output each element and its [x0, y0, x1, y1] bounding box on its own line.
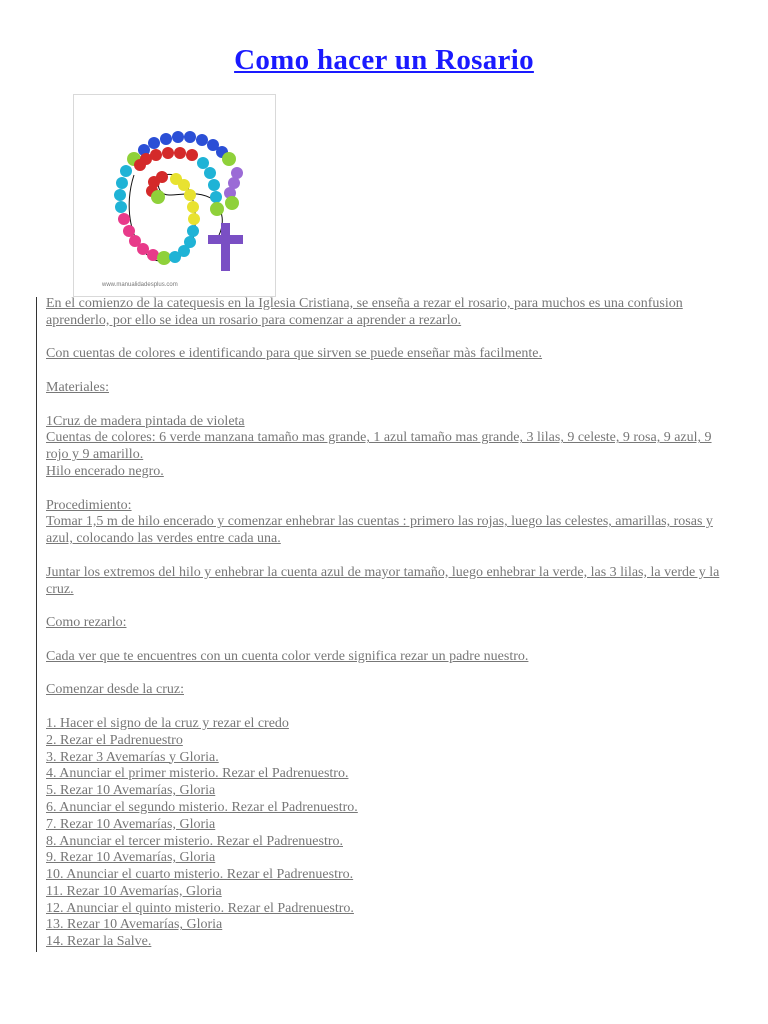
step-item[interactable]: 3. Rezar 3 Avemarías y Gloria.	[46, 749, 219, 765]
step-item[interactable]: 9. Rezar 10 Avemarías, Gloria	[46, 850, 216, 866]
pray-heading[interactable]: Como rezarlo:	[46, 615, 127, 631]
material-item[interactable]: Cuentas de colores: 6 verde manzana tamaño mas grande, 1 azul tamaño mas grande, 3 lilas, 9 celeste, 9 rosa, 9 azul, 9 rojo y 9 amarillo.	[46, 430, 712, 463]
step-item[interactable]: 2. Rezar el Padrenuestro	[46, 732, 183, 748]
rosary-bead	[222, 152, 236, 166]
materials-heading[interactable]: Materiales:	[46, 379, 109, 395]
intro-paragraph-2[interactable]: Con cuentas de colores e identificando para que sirven se puede enseñar màs facilmente.	[46, 346, 543, 362]
rosary-image	[73, 94, 276, 297]
rosary-bead	[187, 225, 199, 237]
rosary-bead	[210, 202, 224, 216]
rosary-bead	[197, 157, 209, 169]
step-item[interactable]: 7. Rezar 10 Avemarías, Gloria	[46, 816, 216, 832]
rosary-bead	[186, 149, 198, 161]
rosary-bead	[116, 177, 128, 189]
step-item[interactable]: 10. Anunciar el cuarto misterio. Rezar el Padrenuestro.	[46, 867, 354, 883]
rosary-bead	[118, 213, 130, 225]
rosary-bead	[115, 201, 127, 213]
material-item[interactable]: 1Cruz de madera pintada de violeta	[46, 413, 245, 429]
rosary-bead	[162, 147, 174, 159]
left-rule	[36, 297, 37, 952]
material-item[interactable]: Hilo encerado negro.	[46, 463, 164, 479]
procedure-heading[interactable]: Procedimiento:	[46, 497, 132, 513]
rosary-bead	[120, 165, 132, 177]
rosary-bead	[231, 167, 243, 179]
page-title[interactable]: Como hacer un Rosario	[234, 44, 534, 76]
rosary-bead	[170, 173, 182, 185]
step-item[interactable]: 14. Rezar la Salve.	[46, 934, 152, 950]
rosary-bead	[151, 190, 165, 204]
cross-vertical	[221, 223, 230, 271]
rosary-bead	[188, 213, 200, 225]
rosary-bead	[114, 189, 126, 201]
rosary-bead	[208, 179, 220, 191]
step-item[interactable]: 5. Rezar 10 Avemarías, Gloria	[46, 783, 216, 799]
image-watermark: www.manualidadesplus.com	[102, 282, 178, 288]
procedure-text-2[interactable]: Juntar los extremos del hilo y enhebrar la cuenta azul de mayor tamaño, luego enhebrar la verde, las 3 lilas, la verde y la cruz.	[46, 564, 720, 597]
rosary-bead	[148, 137, 160, 149]
rosary-bead	[204, 167, 216, 179]
step-item[interactable]: 6. Anunciar el segundo misterio. Rezar el Padrenuestro.	[46, 799, 358, 815]
rosary-bead	[172, 131, 184, 143]
pray-text[interactable]: Cada ver que te encuentres con un cuenta color verde significa rezar un padre nuestro.	[46, 648, 529, 664]
step-item[interactable]: 1. Hacer el signo de la cruz y rezar el credo	[46, 715, 289, 731]
rosary-bead	[184, 131, 196, 143]
article-body	[46, 296, 726, 951]
step-item[interactable]: 12. Anunciar el quinto misterio. Rezar el Padrenuestro.	[46, 900, 354, 916]
step-item[interactable]: 8. Anunciar el tercer misterio. Rezar el Padrenuestro.	[46, 833, 343, 849]
rosary-bead	[137, 243, 149, 255]
rosary-bead	[150, 149, 162, 161]
steps-list	[46, 716, 726, 951]
rosary-bead	[174, 147, 186, 159]
step-item[interactable]: 13. Rezar 10 Avemarías, Gloria	[46, 917, 223, 933]
intro-paragraph[interactable]: En el comienzo de la catequesis en la Iglesia Cristiana, se enseña a rezar el rosario, para muchos es una confusion aprenderlo, por ello se idea un rosario para comenzar a aprender a rezarlo.	[46, 296, 683, 328]
step-item[interactable]: 11. Rezar 10 Avemarías, Gloria	[46, 883, 222, 899]
rosary-bead	[187, 201, 199, 213]
rosary-bead	[196, 134, 208, 146]
rosary-bead	[157, 251, 171, 265]
rosary-bead	[184, 189, 196, 201]
rosary-bead	[210, 191, 222, 203]
rosary-illustration	[74, 95, 276, 297]
rosary-bead	[123, 225, 135, 237]
cross-horizontal	[208, 235, 243, 244]
rosary-bead	[184, 236, 196, 248]
pray-start[interactable]: Comenzar desde la cruz:	[46, 682, 184, 698]
rosary-bead	[160, 133, 172, 145]
procedure-text[interactable]: Tomar 1,5 m de hilo encerado y comenzar enhebrar las cuentas : primero las rojas, luego las celestes, amarillas, rosas y azul, colocando las verdes entre cada una.	[46, 514, 713, 547]
step-item[interactable]: 4. Anunciar el primer misterio. Rezar el Padrenuestro.	[46, 766, 349, 782]
rosary-bead	[225, 196, 239, 210]
